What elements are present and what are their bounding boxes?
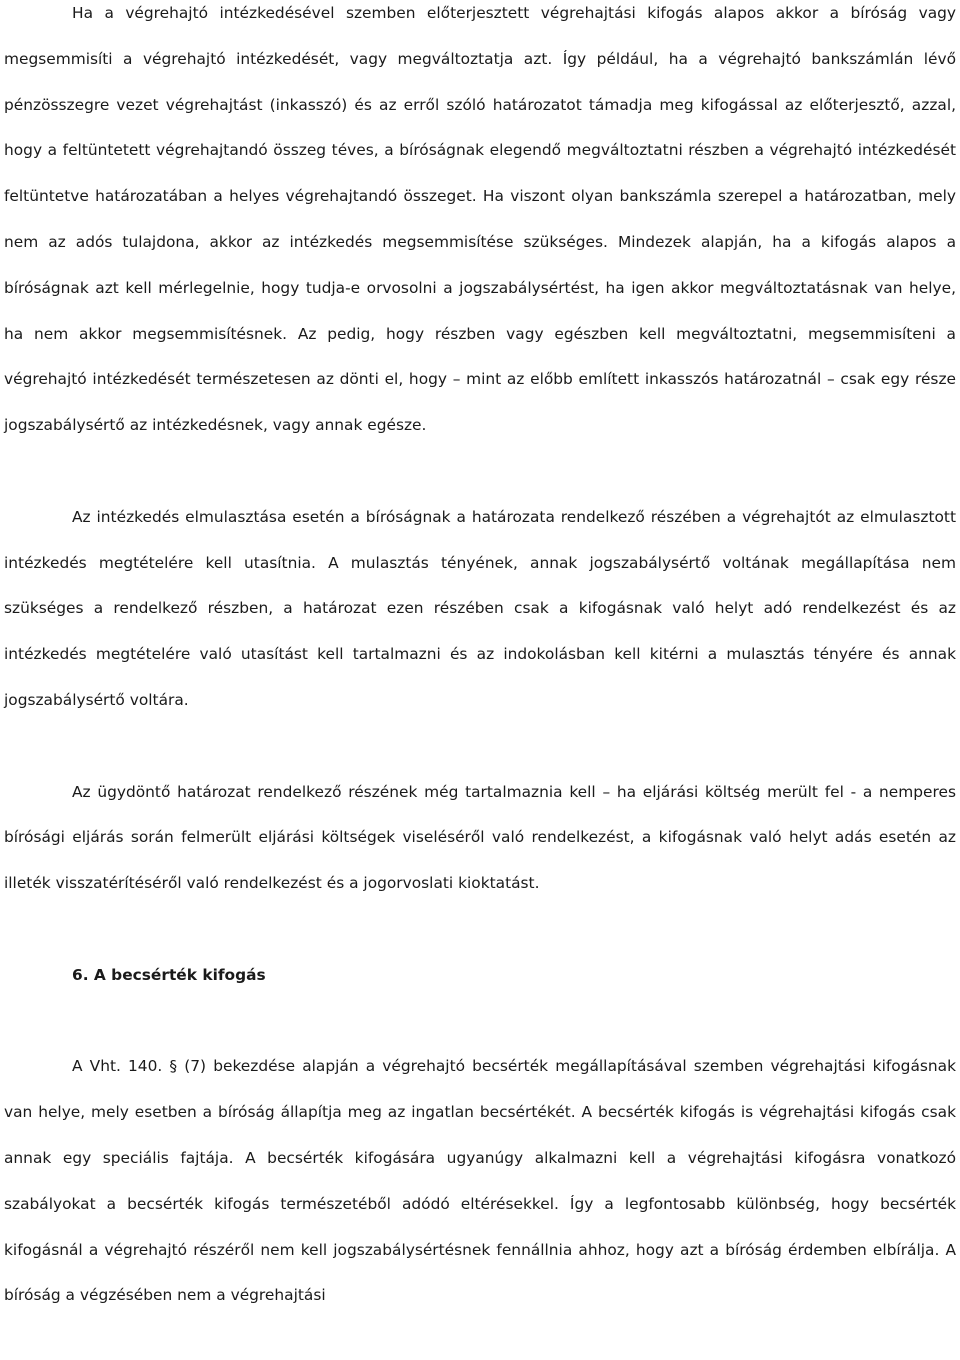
paragraph-gap: [4, 724, 956, 770]
paragraph-gap: [4, 907, 956, 953]
section-heading: 6. A becsérték kifogás: [72, 965, 266, 984]
paragraph-omission: Az intézkedés elmulasztása esetén a bíróságnak a határozata rendelkező részében a végrehajtót az elmulasztott intézkedés megtételére kell utasítnia. A mulasztás tényének, annak jogszabálysértő voltának megállapítása nem szükséges a rendelkező részben, a határozat ezen részében csak a kifogásnak való helyt adó rendelkezést és az intézkedés megtételére való utasítást kell tartalmazni és az indokolásban kell kitérni a mulasztás tényére és annak jogszabálysértő voltára.: [4, 507, 956, 709]
paragraph-valuation-objection: A Vht. 140. § (7) bekezdése alapján a végrehajtó becsérték megállapításával szemben végrehajtási kifogásnak van helye, mely esetben a bíróság állapítja meg az ingatlan becsértékét. A becsérték kifogás is végrehajtási kifogás csak annak egy speciális fajtája. A becsérték kifogására ugyanúgy alkalmazni kell a végrehajtási kifogásra vonatkozó szabályokat a becsérték kifogás természetéből adódó eltérésekkel. Így a legfontosabb különbség, hogy becsérték kifogásnál a végrehajtó részéről nem kell jogszabálysértésnek fennállnia ahhoz, hogy azt a bíróság érdemben elbírálja. A bíróság a végzésében nem a végrehajtási: [4, 1057, 956, 1305]
paragraph-gap: [4, 999, 956, 1045]
paragraph-enforcement-objection-outcome: Ha a végrehajtó intézkedésével szemben előterjesztett végrehajtási kifogás alapos akkor a bíróság vagy megsemmisíti a végrehajtó intézkedését, vagy megváltoztatja azt. Így például, ha a végrehajtó bankszámlán lévő pénzösszegre vezet végrehajtást (inkasszó) és az erről szóló határozatot támadja meg kifogással az előterjesztő, azzal, hogy a feltüntetett végrehajtandó összeg téves, a bíróságnak elegendő megváltoztatni részben a végrehajtó intézkedését feltüntetve határozatában a helyes végrehajtandó összeget. Ha viszont olyan bankszámla szerepel a határozatban, mely nem az adós tulajdona, akkor az intézkedés megsemmisítése szükséges. Mindezek alapján, ha a kifogás alapos a bíróságnak azt kell mérlegelnie, hogy tudja-e orvosolni a jogszabálysértést, ha igen akkor megváltoztatásnak van helye, ha nem akkor megsemmisítésnek. Az pedig, hogy részben vagy egészben kell megváltoztatni, megsemmisíteni a végrehajtó intézkedését természetesen az dönti el, hogy – mint az előbb említett inkasszós határozatnál – csak egy része jogszabálysértő az intézkedésnek, vagy annak egésze.: [4, 4, 956, 435]
document-page: [4, 0, 956, 1319]
paragraph-gap: [4, 449, 956, 495]
paragraph-operative-part: Az ügydöntő határozat rendelkező részének még tartalmaznia kell – ha eljárási költség merült fel - a nemperes bírósági eljárás során felmerült eljárási költségek viseléséről való rendelkezést, a kifogásnak való helyt adás esetén az illeték visszatérítéséről való rendelkezést és a jogorvoslati kioktatást.: [4, 782, 956, 893]
